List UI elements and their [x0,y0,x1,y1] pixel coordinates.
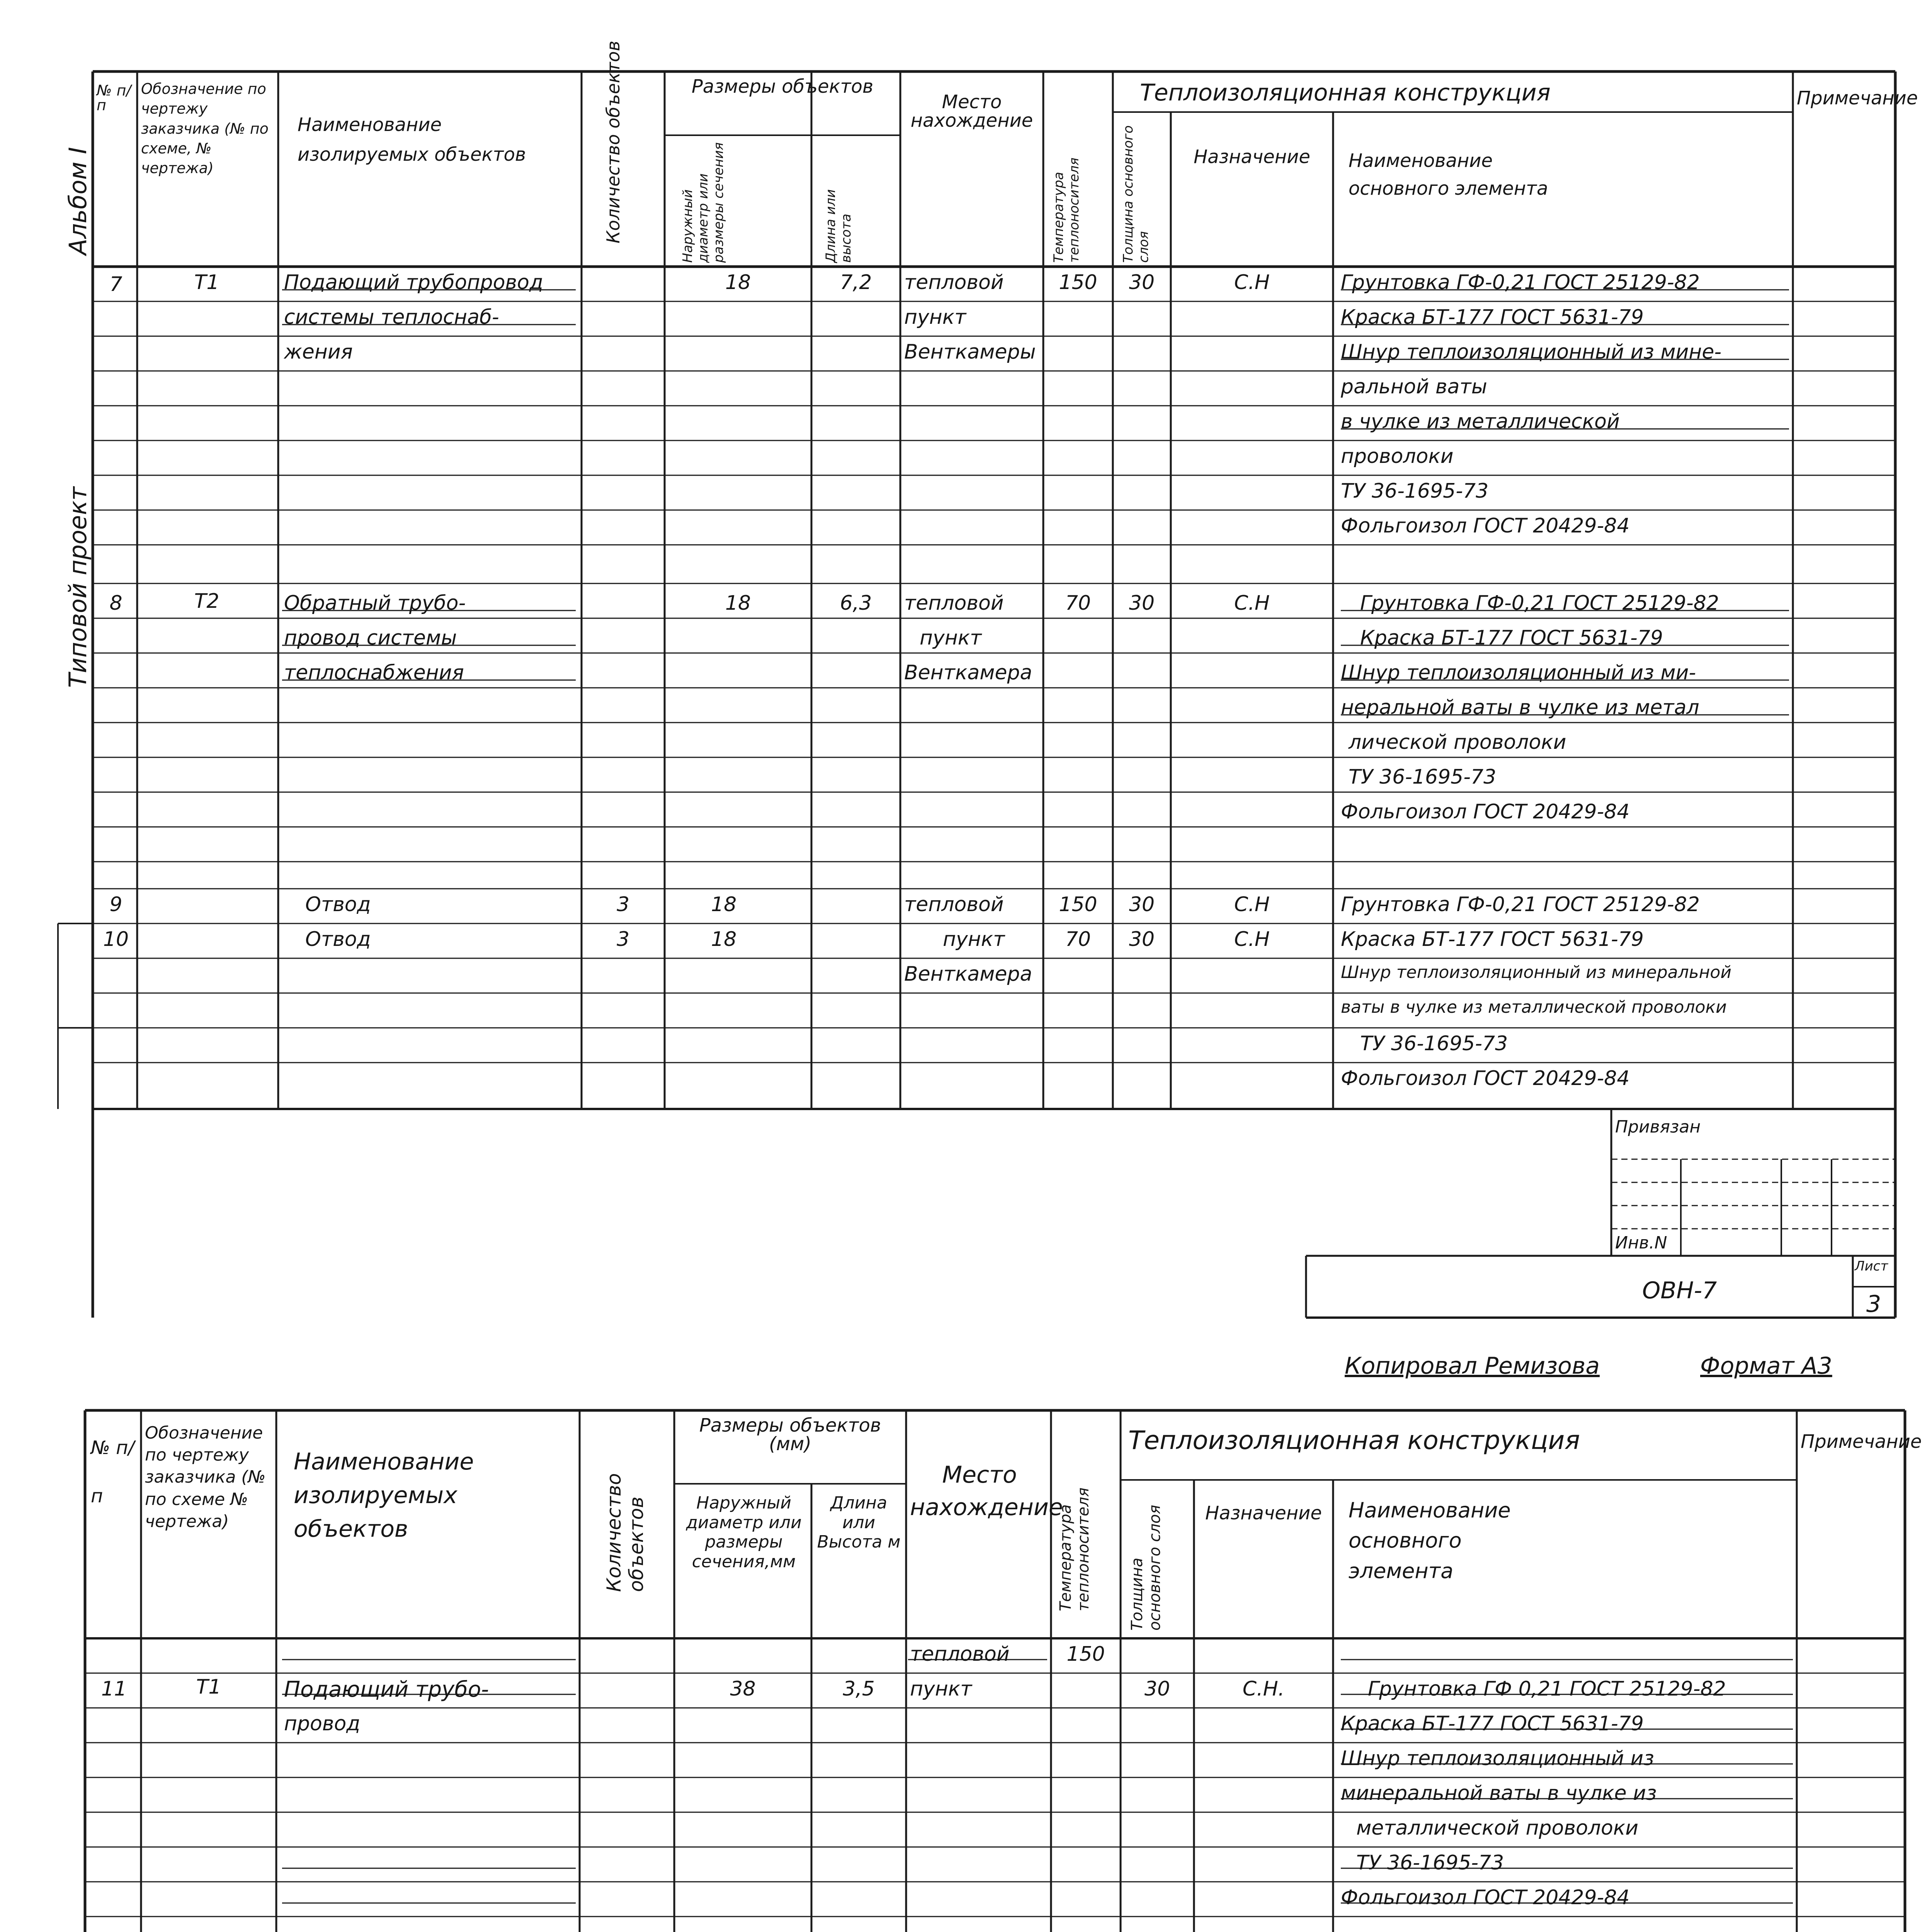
hdr-num: № п/п [97,82,131,114]
hdr-temp: Температура теплоносителя [1051,157,1082,263]
row-11-name-1: Подающий трубо- [284,1677,489,1702]
row-9-name-1: Отвод [305,893,371,916]
row-10-thick: 30 [1129,928,1155,951]
hdr-qty: Количество объектов [603,41,624,243]
row-7-el-4: ральной ваты [1341,375,1487,398]
row-10-place-2: Венткамера [904,963,1032,986]
row-10-el-2: Шнур теплоизоляционный из минеральной [1341,963,1731,982]
stamp-1-sheet-label: Лист [1855,1259,1888,1274]
row-8-temp: 70 [1065,592,1091,615]
row-11-el-1: Грунтовка ГФ 0,21 ГОСТ 25129-82 [1368,1677,1726,1701]
row-7-el-3: Шнур теплоизоляционный из мине- [1341,340,1722,364]
row-11-thick: 30 [1144,1677,1170,1701]
hdr2-num: № п/п [91,1437,134,1507]
row-8-num: 8 [109,592,122,615]
row-11-el-5: металлической проволоки [1356,1816,1639,1840]
format-label: Формат А3 [1700,1352,1832,1379]
row-10-place-1: пункт [943,928,1005,951]
album-label: Альбом I [64,147,92,255]
row-7-name-2: системы теплоснаб- [284,306,499,329]
row-9-purpose: С.Н [1234,893,1270,916]
row-7-name-3: жения [284,340,353,364]
row-10-el-5: Фольгоизол ГОСТ 20429-84 [1341,1067,1630,1090]
row-7-num: 7 [109,273,122,296]
row-10-el-1: Краска БТ-177 ГОСТ 5631-79 [1341,928,1644,951]
stamp-1-attached: Привязан [1615,1117,1701,1137]
hdr-note: Примечание [1797,87,1918,109]
row-10-el-4: ТУ 36-1695-73 [1360,1032,1508,1055]
row-7-el-2: Краска БТ-177 ГОСТ 5631-79 [1341,306,1644,329]
row-10-temp: 70 [1065,928,1091,951]
row-8-el-4: неральной ваты в чулке из метал [1341,696,1699,719]
hdr2-note: Примечание [1801,1431,1922,1452]
pre-row-temp: 150 [1066,1643,1105,1666]
row-8-el-2: Краска БТ-177 ГОСТ 5631-79 [1360,626,1663,650]
row-11-el-7: Фольгоизол ГОСТ 20429-84 [1341,1886,1630,1909]
row-11-purpose: С.Н. [1242,1677,1285,1701]
stamp-1-inv: Инв.N [1615,1233,1667,1253]
row-9-el-1: Грунтовка ГФ-0,21 ГОСТ 25129-82 [1341,893,1700,916]
row-8-el-5: лической проволоки [1349,731,1566,754]
hdr-length: Длина или высота [823,189,854,263]
row-7-code: Т1 [194,271,219,294]
row-9-temp: 150 [1059,893,1097,916]
row-7-el-7: ТУ 36-1695-73 [1341,480,1489,503]
row-11-el-4: минеральной ваты в чулке из [1341,1782,1657,1805]
hdr2-temp: Температура теплоносителя [1057,1487,1092,1611]
row-8-el-1: Грунтовка ГФ-0,21 ГОСТ 25129-82 [1360,592,1719,615]
row-8-dia: 18 [725,592,751,615]
row-9-place-1: тепловой [904,893,1004,916]
hdr2-place: Место нахождение [910,1461,1063,1521]
row-8-el-3: Шнур теплоизоляционный из ми- [1341,661,1696,684]
row-7-name-1: Подающий трубопровод [284,271,543,294]
row-8-place-1: тепловой [904,592,1004,615]
row-7-purpose: С.Н [1234,271,1270,294]
row-7-el-6: проволоки [1341,445,1454,468]
row-8-thick: 30 [1129,592,1155,615]
hdr-name: Наименование изолируемых объектов [298,114,526,165]
row-7-place-1: тепловой [904,271,1004,294]
row-11-name-2: провод [284,1712,361,1735]
hdr2-diameter: Наружный диаметр или размеры сечения,мм [686,1493,802,1571]
row-11-el-2: Краска БТ-177 ГОСТ 5631-79 [1341,1712,1644,1735]
hdr2-purpose: Назначение [1205,1502,1322,1524]
hdr-construction: Теплоизоляционная конструкция [1140,79,1551,106]
hdr2-designation: Обозначение по чертежу заказчика (№ по схеме № чертежа) [145,1423,266,1531]
hdr2-element: Наименование основного элемента [1349,1498,1511,1583]
row-10-qty: 3 [616,928,630,951]
row-8-el-7: Фольгоизол ГОСТ 20429-84 [1341,800,1630,823]
row-10-num: 10 [103,928,129,951]
row-11-dia: 38 [730,1677,756,1701]
row-8-name-3: теплоснабжения [284,661,464,684]
row-7-len: 7,2 [840,271,872,294]
hdr2-construction: Теплоизоляционная конструкция [1128,1425,1580,1455]
stamp-1-sheet-no: 3 [1866,1291,1881,1318]
hdr-purpose: Назначение [1194,146,1310,168]
row-8-el-6: ТУ 36-1695-73 [1349,765,1497,789]
row-10-el-3: ваты в чулке из металлической проволоки [1341,997,1727,1017]
sheet-2 [0,1391,1932,1932]
row-11-code: Т1 [196,1675,221,1699]
row-11-place-1: пункт [910,1677,972,1701]
row-7-el-1: Грунтовка ГФ-0,21 ГОСТ 25129-82 [1341,271,1700,294]
row-7-place-2: пункт [904,306,966,329]
row-8-code: Т2 [194,590,219,613]
row-9-qty: 3 [616,893,630,916]
row-11-el-6: ТУ 36-1695-73 [1356,1851,1504,1874]
copied-by: Копировал Ремизова [1345,1352,1600,1379]
hdr2-sizes: Размеры объектов (мм) [699,1415,881,1455]
hdr-place: Место нахождение [910,91,1033,131]
row-7-thick: 30 [1129,271,1155,294]
row-7-el-5: в чулке из металлической [1341,410,1620,433]
row-9-num: 9 [109,893,122,916]
row-11-len: 3,5 [843,1677,875,1701]
row-7-dia: 18 [725,271,751,294]
stamp-1-doc: ОВН-7 [1642,1277,1717,1304]
hdr2-thickness: Толщина основного слоя [1128,1505,1164,1631]
row-11-el-3: Шнур теплоизоляционный из [1341,1747,1654,1770]
hdr2-length: Длина или Высота м [817,1493,901,1552]
row-8-purpose: С.Н [1234,592,1270,615]
hdr-designation: Обозначение по чертежу заказчика (№ по схеме, № чертежа) [141,80,269,177]
row-8-place-2: пункт [920,626,982,650]
row-8-name-1: Обратный трубо- [284,592,466,615]
row-7-el-8: Фольгоизол ГОСТ 20429-84 [1341,514,1630,537]
row-9-thick: 30 [1129,893,1155,916]
row-8-len: 6,3 [840,592,872,615]
hdr-thickness: Толщина основного слоя [1121,125,1151,263]
row-10-purpose: С.Н [1234,928,1270,951]
hdr-diameter: Наружный диаметр или размеры сечения [680,142,726,263]
project-label: Типовой проект [64,486,92,688]
row-7-place-3: Венткамеры [904,340,1036,364]
hdr2-qty: Количество объектов [603,1473,648,1592]
row-10-name-1: Отвод [305,928,371,951]
row-10-dia: 18 [711,928,737,951]
row-8-place-3: Венткамера [904,661,1032,684]
pre-row-place: тепловой [910,1643,1010,1666]
hdr2-name: Наименование изолируемых объектов [294,1448,474,1543]
row-7-temp: 150 [1059,271,1097,294]
row-11-num: 11 [101,1677,127,1701]
hdr-sizes: Размеры объектов [691,76,874,97]
row-8-name-2: провод системы [284,626,457,650]
hdr-element: Наименование основного элемента [1349,150,1548,199]
row-9-dia: 18 [711,893,737,916]
